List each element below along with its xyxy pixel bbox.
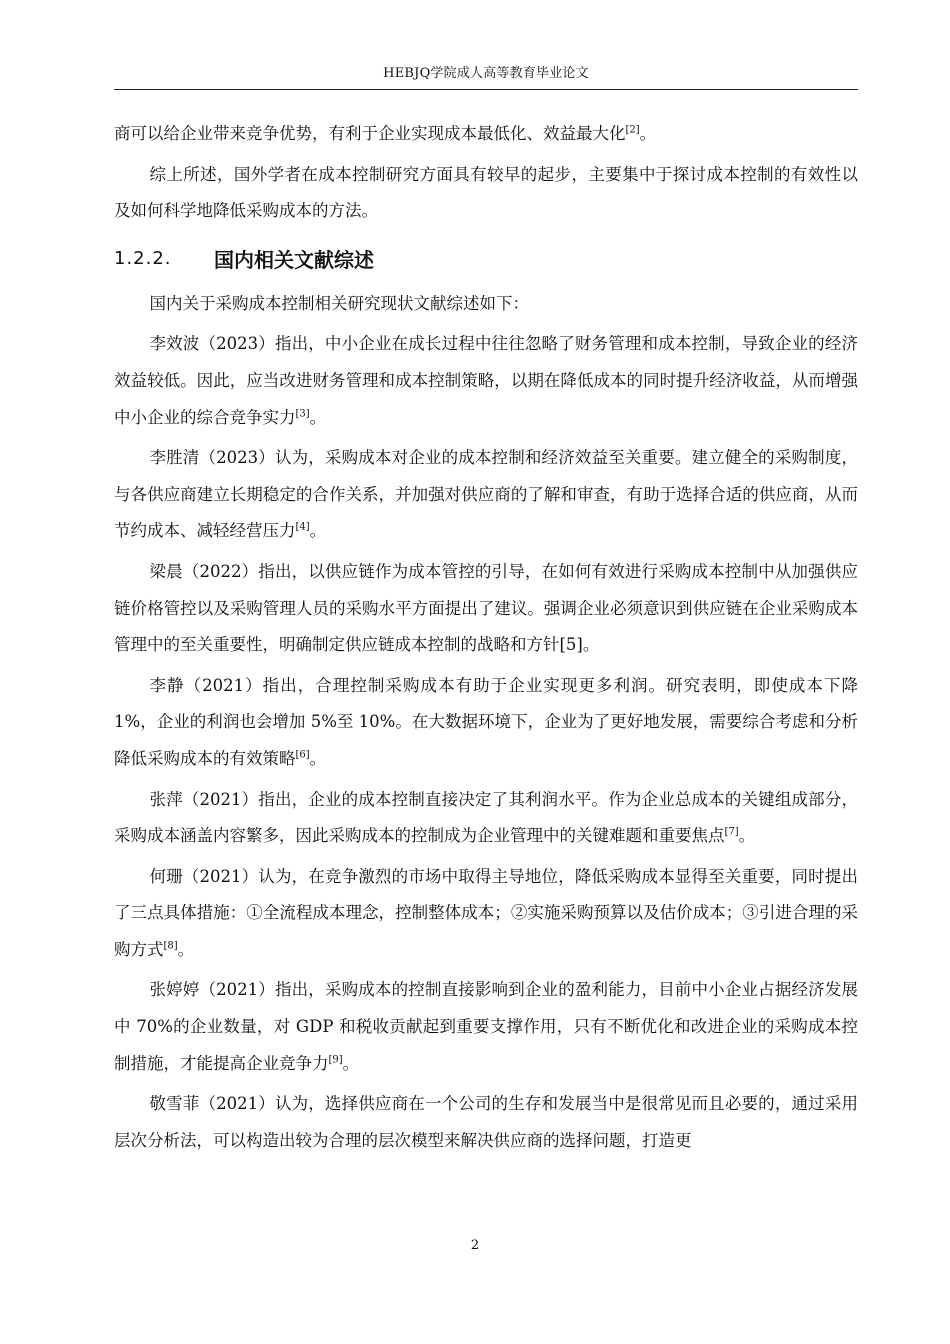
paragraph-review: 李胜清（2023）认为，采购成本对企业的成本控制和经济效益至关重要。建立健全的采购制度，与各供应商建立长期稳定的合作关系，并加强对供应商的了解和审查，有助于选择合适的供应商，从而节约成本、减轻经营压力[4]。: [114, 448, 858, 541]
section-title: 国内相关文献综述: [214, 248, 374, 273]
citation-ref[interactable]: [6]: [295, 749, 310, 761]
page-header: HEBJQ学院成人高等教育毕业论文: [383, 66, 589, 81]
paragraph-intro: 国内关于采购成本控制相关研究现状文献综述如下：: [149, 293, 529, 313]
citation-ref[interactable]: [3]: [295, 408, 310, 420]
paragraph-continuation: 商可以给企业带来竞争优势，有利于企业实现成本最低化、效益最大化[2]。: [114, 124, 657, 143]
paragraph-review: 李静（2021）指出，合理控制采购成本有助于企业实现更多利润。研究表明，即使成本下降 1%，企业的利润也会增加 5%至 10%。在大数据环境下，企业为了更好地发展，需要综合考虑和分析降低采购成本的有效策略[6]。: [114, 675, 858, 768]
paragraph-review: 张婷婷（2021）指出，采购成本的控制直接影响到企业的盈利能力，目前中小企业占据经济发展中 70%的企业数量，对 GDP 和税收贡献起到重要支撑作用，只有不断优化和改进企业的采购成本控制措施，才能提高企业竞争力[9]。: [114, 980, 858, 1073]
citation-ref[interactable]: [7]: [724, 826, 739, 838]
paragraph-review: 敬雪菲（2021）认为，选择供应商在一个公司的生存和发展当中是很常见而且必要的，通过采用层次分析法，可以构造出较为合理的层次模型来解决供应商的选择问题，打造更: [114, 1094, 858, 1150]
citation-ref[interactable]: [9]: [328, 1054, 343, 1066]
page-body: [114, 116, 858, 1163]
page-number: 2: [470, 1238, 480, 1253]
paragraph-review: 张萍（2021）指出，企业的成本控制直接决定了其利润水平。作为企业总成本的关键组成部分，采购成本涵盖内容繁多，因此采购成本的控制成为企业管理中的关键难题和重要焦点[7]。: [114, 789, 858, 846]
paragraph-review: 何珊（2021）认为，在竞争激烈的市场中取得主导地位，降低采购成本显得至关重要，同时提出了三点具体措施：①全流程成本理念，控制整体成本；②实施采购预算以及估价成本；③引进合理的采购方式[8]。: [114, 866, 858, 959]
paragraph-review: 李效波（2023）指出，中小企业在成长过程中往往忽略了财务管理和成本控制，导致企业的经济效益较低。因此，应当改进财务管理和成本控制策略，以期在降低成本的同时提升经济收益，从而增强中小企业的综合竞争实力[3]。: [114, 334, 858, 427]
section-number: 1.2.2.: [114, 248, 172, 270]
citation-ref[interactable]: [8]: [163, 940, 178, 952]
paragraph-summary: 综上所述，国外学者在成本控制研究方面具有较早的起步，主要集中于探讨成本控制的有效性以及如何科学地降低采购成本的方法。: [114, 164, 858, 221]
header-divider: [114, 89, 858, 90]
citation-ref[interactable]: [4]: [295, 521, 310, 533]
section-heading: [114, 234, 858, 284]
citation-ref[interactable]: [2]: [625, 124, 640, 136]
paragraph-review: 梁晨（2022）指出，以供应链作为成本管控的引导，在如何有效进行采购成本控制中从加强供应链价格管控以及采购管理人员的采购水平方面提出了建议。强调企业必须意识到供应链在企业采购成本管理中的至关重要性，明确制定供应链成本控制的战略和方针[5]。: [114, 561, 858, 655]
